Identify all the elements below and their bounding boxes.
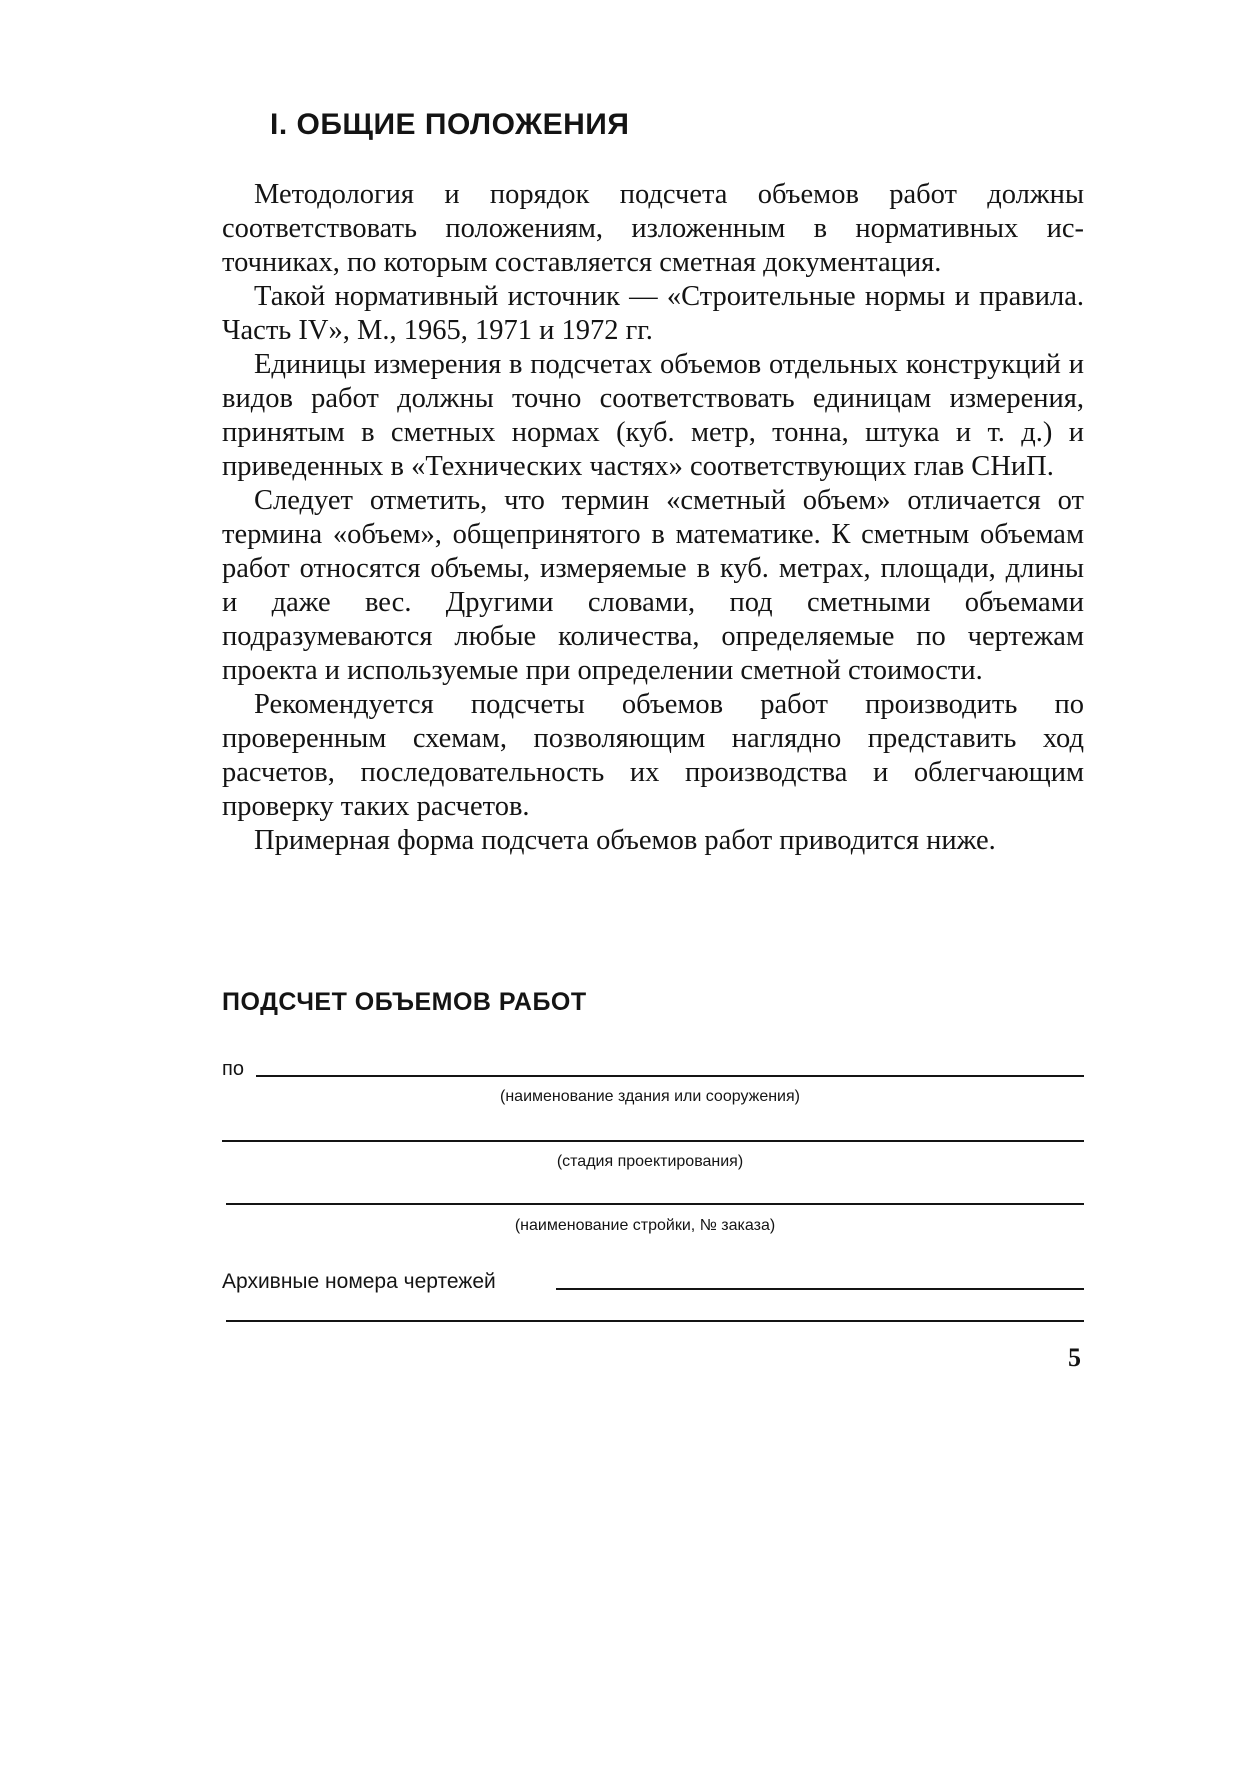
paragraph-methodology: Методология и порядок подсчета объемов работ должны соответствовать положениям, изложенным в нормативных источниках, по которым составляется сметная документация. — [222, 179, 1084, 278]
construction-name-caption: (наименование стройки, № заказа) — [514, 1217, 776, 1234]
design-stage-caption: (стадия проектирования) — [556, 1153, 744, 1170]
paragraph-normative-source: Такой нормативный источник — «Строительные нормы и правила. Часть IV», М., 1965, 1971 и 1972 гг. — [222, 281, 1084, 346]
section-heading: I. ОБЩИЕ ПОЛОЖЕНИЯ — [270, 108, 630, 141]
building-name-caption: (наименование здания или сооружения) — [500, 1088, 800, 1105]
paragraph-estimate-volume: Следует отметить, что термин «сметный объем» отличается от термина «объем», общепринятого в математике. К сметным объемам работ относятся объемы, измеряемые в куб. метрах, площади, длины и даже вес. Другими словами, под сметными объемами подразумеваются любые количества, определяемые по чертежам проекта и используемые при определении сметной стоимости. — [222, 485, 1084, 686]
form-title: ПОДСЧЕТ ОБЪЕМОВ РАБОТ — [222, 988, 587, 1016]
extra-field-line[interactable] — [226, 1320, 1084, 1322]
page-number: 5 — [1068, 1343, 1081, 1372]
construction-name-field[interactable] — [226, 1203, 1084, 1205]
archive-numbers-label: Архивные номера чертежей — [222, 1270, 496, 1293]
paragraph-units: Единицы измерения в подсчетах объемов отдельных конструкций и видов работ должны точно соответствовать единицам измерения, принятым в сметных нормах (куб. метр, тонна, штука и т. д.) и приведенных в «Технических частях» соответствующих глав СНиП. — [222, 349, 1084, 482]
body-text — [222, 178, 1084, 858]
archive-numbers-field[interactable] — [556, 1288, 1084, 1290]
po-label: по — [222, 1058, 244, 1080]
building-name-field[interactable] — [256, 1075, 1084, 1077]
paragraph-sample-form: Примерная форма подсчета объемов работ приводится ниже. — [254, 825, 996, 856]
design-stage-field[interactable] — [222, 1140, 1084, 1142]
paragraph-recommendation: Рекомендуется подсчеты объемов работ производить по проверенным схемам, позволяющим наглядно представить ход расчетов, последовательность их производства и облегчающим проверку таких расчетов. — [222, 689, 1084, 822]
